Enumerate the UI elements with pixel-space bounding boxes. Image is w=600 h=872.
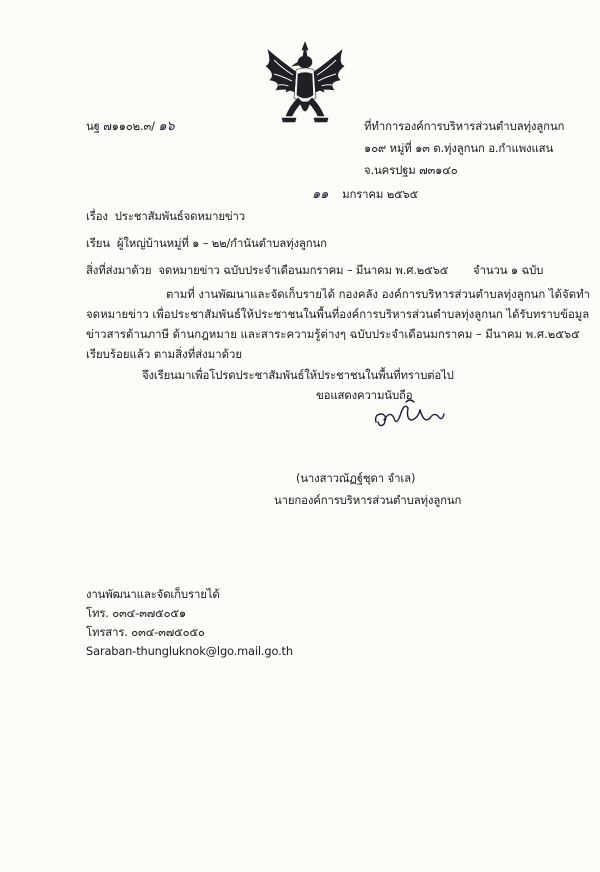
enclosure-line: สิ่งที่ส่งมาด้วย จดหมายข่าว ฉบับประจำเดือนมกราคม – มีนาคม พ.ศ.๒๕๖๕ — [86, 263, 449, 277]
sender-address-line-1: ที่ทำการองค์การบริหารส่วนตำบลทุ่งลูกนก — [364, 119, 565, 133]
signer-name: (นางสาวณัฏฐ์ชุดา จำเล) — [296, 471, 416, 485]
garuda-emblem-icon — [262, 40, 348, 130]
body-line: ข่าวสารด้านภาษี ด้านกฎหมาย และสาระความรู้ต่างๆ ฉบับประจำเดือนมกราคม – มีนาคม พ.ศ.๒๕๖๕ — [86, 327, 580, 341]
body-line: เรียบร้อยแล้ว ตามสิ่งที่ส่งมาด้วย — [86, 347, 243, 361]
recipient-line: เรียน ผู้ใหญ่บ้านหมู่ที่ ๑ – ๒๒/กำนันตำบลทุ่งลูกนก — [86, 236, 327, 250]
handwritten-signature-icon — [370, 396, 448, 432]
closing-salutation: ขอแสดงความนับถือ — [316, 388, 413, 402]
enclosure-text: จดหมายข่าว ฉบับประจำเดือนมกราคม – มีนาคม พ.ศ.๒๕๖๕ — [158, 263, 449, 277]
body-paragraph — [86, 284, 591, 364]
body-line: ตามที่ งานพัฒนาและจัดเก็บรายได้ กองคลัง องค์การบริหารส่วนตำบลทุ่งลูกนก ได้จัดทำ — [166, 287, 591, 301]
reference-number: นฐ ๗๑๑๐๒.๓/ ๑๖ — [86, 119, 175, 134]
contact-department: งานพัฒนาและจัดเก็บรายได้ — [86, 587, 220, 601]
contact-email[interactable]: Saraban-thungluknok@lgo.mail.go.th — [86, 644, 293, 658]
date-day-handwritten: ๑๑ — [312, 187, 329, 202]
enclosure-quantity: จำนวน ๑ ฉบับ — [473, 263, 544, 277]
body-line: จดหมายข่าว เพื่อประชาสัมพันธ์ให้ประชาชนในพื้นที่องค์การบริหารส่วนตำบลทุ่งลูกนก ได้รับทราบข้อมูล — [86, 307, 590, 321]
signer-title: นายกองค์การบริหารส่วนตำบลทุ่งลูกนก — [274, 493, 462, 507]
subject-text: ประชาสัมพันธ์จดหมายข่าว — [114, 209, 245, 223]
sender-address-line-2: ๑๐๙ หมู่ที่ ๑๓ ต.ทุ่งลูกนก อ.กำแพงแสน — [364, 141, 554, 155]
request-sentence: จึงเรียนมาเพื่อโปรดประชาสัมพันธ์ให้ประชาชนในพื้นที่ทราบต่อไป — [142, 368, 454, 382]
recipient-text: ผู้ใหญ่บ้านหมู่ที่ ๑ – ๒๒/กำนันตำบลทุ่งลูกนก — [116, 236, 327, 250]
contact-phone: โทร. ๐๓๔-๓๗๕๐๕๑ — [86, 606, 186, 620]
sender-address-line-3: จ.นครปฐม ๗๓๑๔๐ — [364, 163, 458, 177]
contact-fax: โทรสาร. ๐๓๔-๓๗๕๐๕๐ — [86, 625, 205, 639]
subject-line: เรื่อง ประชาสัมพันธ์จดหมายข่าว — [86, 209, 245, 223]
reference-number-handwritten: ๑๖ — [158, 119, 175, 134]
letter-date: ๑๑ มกราคม ๒๕๖๕ — [312, 187, 419, 202]
